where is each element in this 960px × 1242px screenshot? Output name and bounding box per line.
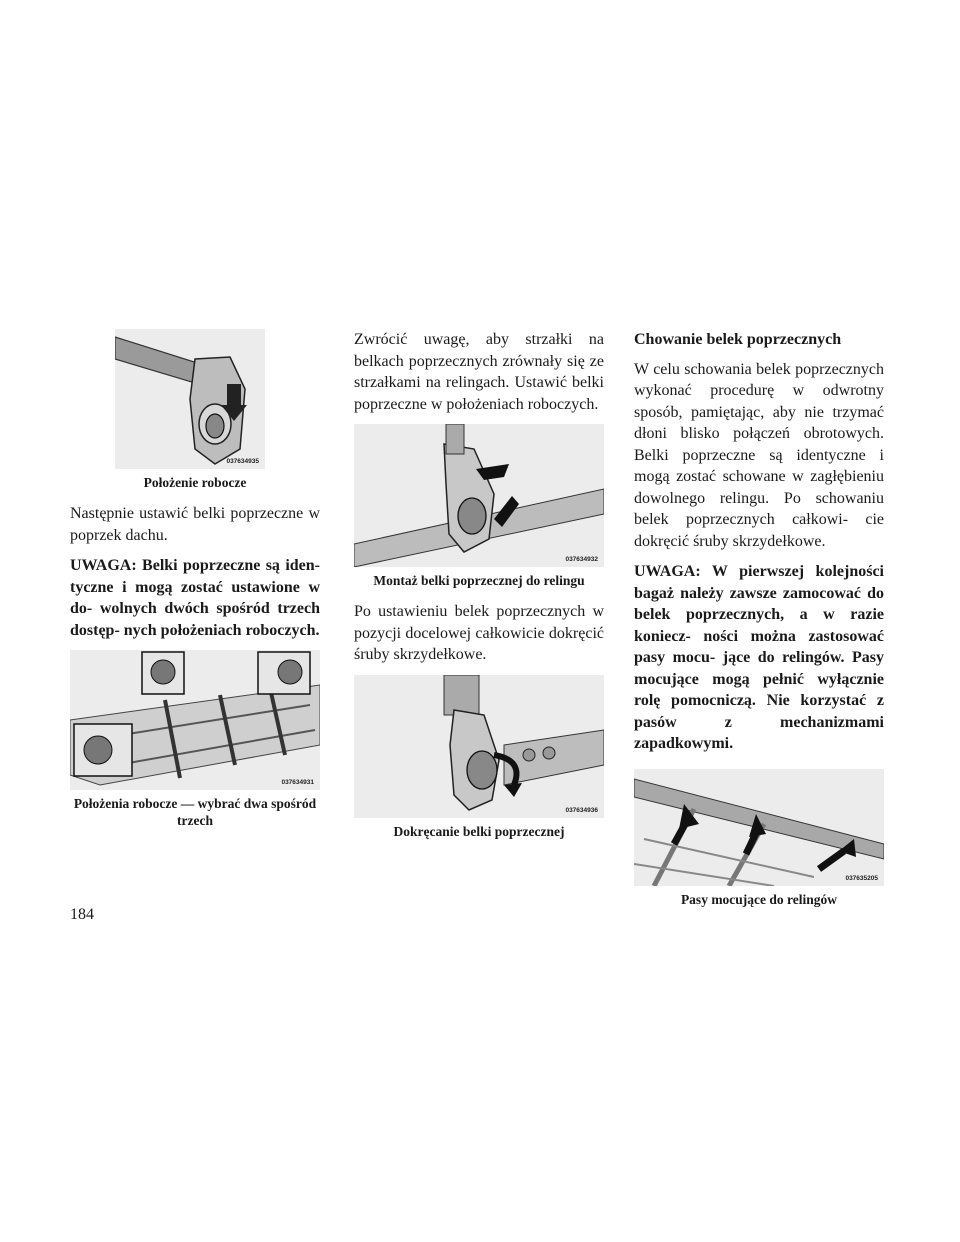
body-paragraph: Po ustawieniu belek poprzecznych w pozycji docelowej całkowicie dokręcić śruby skrzydełkowe. — [354, 603, 604, 663]
figure-crossbar-tightening — [354, 675, 604, 818]
figure-code: 037634936 — [565, 806, 598, 814]
body-paragraph: Następnie ustawić belki poprzeczne w poprzek dachu. — [70, 505, 320, 544]
section-heading: Chowanie belek poprzecznych — [634, 331, 842, 348]
figure-rail-straps — [634, 769, 884, 886]
figure-crossbar-mounting — [354, 424, 604, 567]
figure-working-position — [115, 329, 265, 469]
warning-note: UWAGA: Belki poprzeczne są iden- tyczne i mogą zostać ustawione w do- wolnych dwóch spośród trzech dostęp- nych położeniach roboczych. — [70, 557, 320, 639]
column-1 — [70, 329, 320, 841]
crossbar-mounting-illustration — [354, 424, 604, 567]
body-paragraph: Zwrócić uwagę, aby strzałki na belkach poprzecznych zrównały się ze strzałkami na relingach. Ustawić belki poprzeczne w położeniach roboczych. — [354, 331, 604, 413]
figure-caption: Montaż belki poprzecznej do relingu — [373, 573, 585, 588]
rail-straps-illustration — [634, 769, 884, 886]
figure-code: 037634935 — [226, 458, 259, 465]
column-3 — [634, 329, 884, 920]
figure-caption: Położenie robocze — [143, 475, 247, 490]
warning-note: UWAGA: W pierwszej kolejności bagaż należy zawsze zamocować do belek poprzecznych, a w razie koniecz- ności można zastosować pasy mocu- jące do relingów. Pasy mocujące mogą pełnić wyłącznie rolę pomocniczą. Nie korzystać z pasów z mechanizmami zapadkowymi. — [634, 563, 884, 752]
tightening-illustration — [354, 675, 604, 818]
figure-code: 037634931 — [281, 779, 314, 786]
page-number: 184 — [70, 906, 94, 923]
figure-working-positions — [70, 650, 320, 790]
figure-code: 037634932 — [565, 556, 598, 563]
crossbar-illustration — [115, 329, 265, 469]
figure-caption: Dokręcanie belki poprzecznej — [393, 823, 565, 839]
column-2 — [354, 329, 604, 852]
figure-code: 037635205 — [845, 874, 878, 882]
figure-caption: Położenia robocze — wybrać dwa spośród trzech — [73, 796, 317, 828]
roof-rack-illustration — [70, 650, 320, 790]
figure-caption: Pasy mocujące do relingów — [680, 891, 838, 907]
body-paragraph: W celu schowania belek poprzecznych wykonać procedurę w odwrotny sposób, pamiętając, aby nie trzymać dłoni blisko połączeń obrotowych. Belki poprzeczne są identyczne i mogą zostać schowane w zagłębieniu dowolnego relingu. Po schowaniu belek poprzecznych całkowi- cie dokręcić śruby skrzydełkowe. — [634, 360, 884, 550]
